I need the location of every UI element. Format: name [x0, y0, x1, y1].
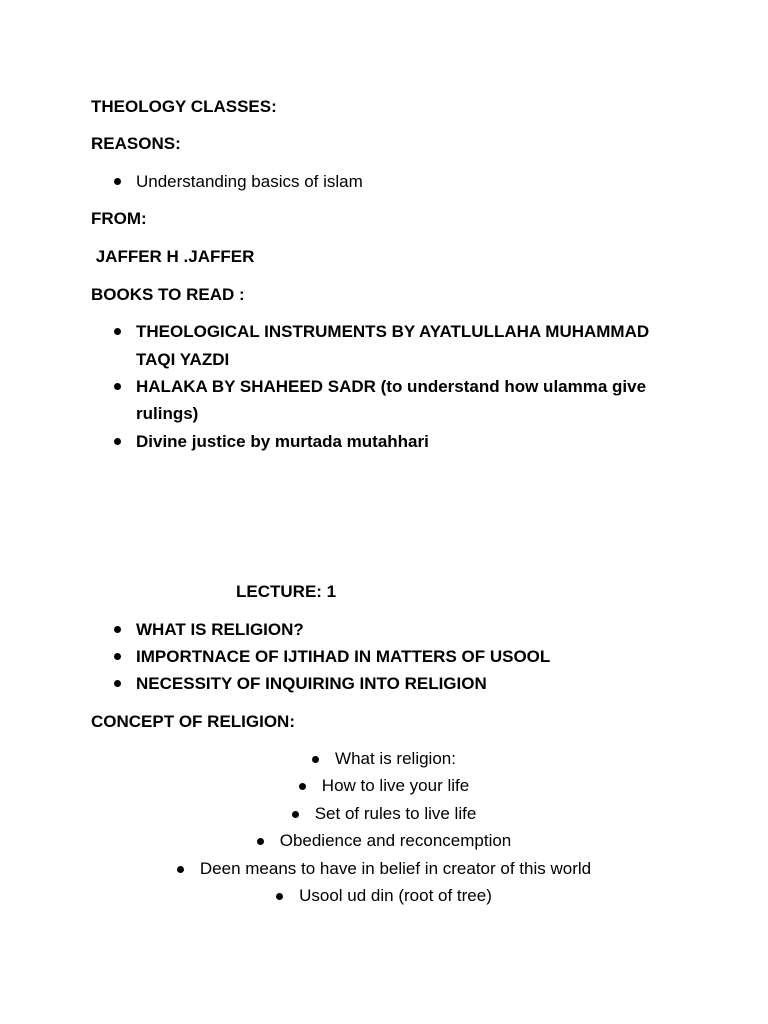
bullet-icon	[312, 756, 319, 763]
bullet-icon	[114, 383, 121, 390]
heading-from: FROM:	[91, 209, 147, 228]
heading-books: BOOKS TO READ :	[91, 285, 245, 304]
heading-concept: CONCEPT OF RELIGION:	[91, 712, 295, 731]
concept-row	[0, 776, 768, 796]
book-item-line: Divine justice by murtada mutahhari	[136, 432, 429, 451]
concept-point: Set of rules to live life	[314, 804, 477, 823]
bullet-icon	[292, 811, 299, 818]
concept-point: What is religion:	[335, 749, 456, 768]
concept-point: Usool ud din (root of tree)	[299, 886, 492, 905]
concept-row	[0, 886, 768, 906]
book-item-line: TAQI YAZDI	[136, 350, 230, 369]
lecture-point: NECESSITY OF INQUIRING INTO RELIGION	[136, 674, 487, 693]
lecture-title: LECTURE: 1	[236, 582, 337, 601]
bullet-icon	[114, 626, 121, 633]
concept-point: Obedience and reconcemption	[279, 831, 512, 850]
reason-item: Understanding basics of islam	[136, 172, 363, 191]
concept-row	[0, 831, 768, 851]
bullet-icon	[114, 653, 121, 660]
book-item-line: THEOLOGICAL INSTRUMENTS BY AYATLULLAHA MUHAMMAD	[136, 322, 650, 341]
concept-row	[0, 859, 768, 879]
book-item-line: HALAKA BY SHAHEED SADR (to understand how ulamma give	[136, 377, 647, 396]
bullet-icon	[299, 783, 306, 790]
book-item-line: rulings)	[136, 404, 199, 423]
bullet-icon	[177, 866, 184, 873]
concept-row	[0, 749, 768, 769]
author-name: JAFFER H .JAFFER	[91, 247, 255, 266]
bullet-icon	[114, 178, 121, 185]
bullet-icon	[276, 893, 283, 900]
bullet-icon	[114, 680, 121, 687]
bullet-icon	[114, 328, 121, 335]
bullet-icon	[114, 438, 121, 445]
concept-row	[0, 804, 768, 824]
concept-point: How to live your life	[321, 776, 470, 795]
lecture-point: WHAT IS RELIGION?	[136, 620, 304, 639]
heading-reasons: REASONS:	[91, 134, 181, 153]
concept-point: Deen means to have in belief in creator of this world	[199, 859, 592, 878]
bullet-icon	[257, 838, 264, 845]
lecture-point: IMPORTNACE OF IJTIHAD IN MATTERS OF USOOL	[136, 647, 551, 666]
heading-theology-classes: THEOLOGY CLASSES:	[91, 97, 277, 116]
